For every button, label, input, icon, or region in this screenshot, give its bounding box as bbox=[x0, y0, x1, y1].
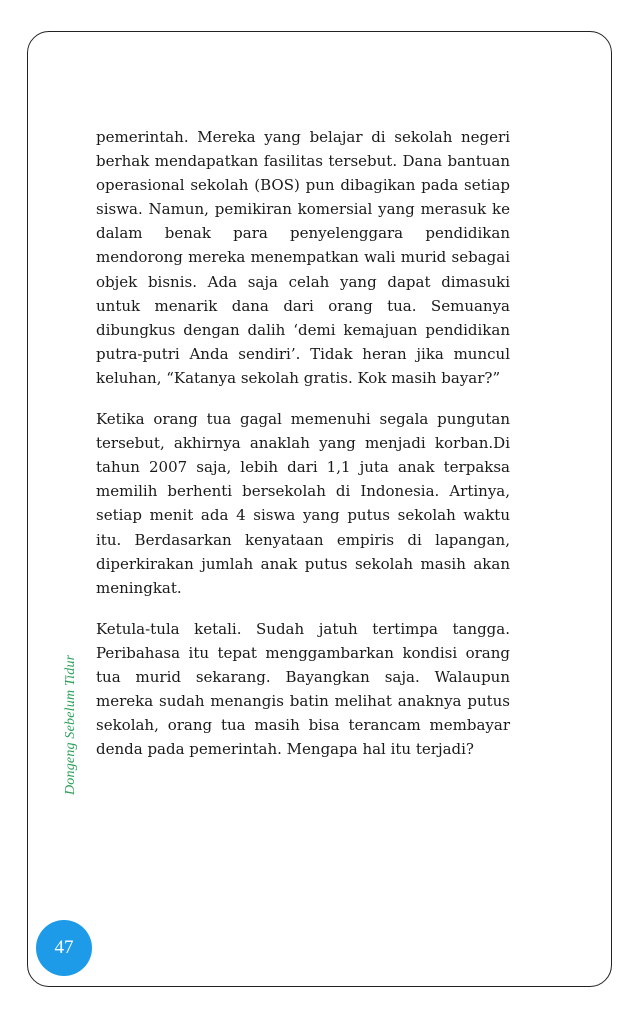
paragraph-3: Ketula-tula ketali. Sudah jatuh tertimpa tangga. Peribahasa itu tepat menggambarkan kondisi orang tua murid sekarang. Bayangkan saja. Walaupun mereka sudah menangis batin melihat anaknya putus sekolah, orang tua masih bisa terancam membayar denda pada pemerintah. Mengapa hal itu terjadi? bbox=[96, 619, 510, 759]
paragraph-1: pemerintah. Mereka yang belajar di sekolah negeri berhak mendapatkan fasilitas tersebut. Dana bantuan operasional sekolah (BOS) pun dibagikan pada setiap siswa. Namun, pemikiran komersial yang merasuk ke dalam benak para penyelenggara pendidikan mendorong mereka menempatkan wali murid sebagai objek bisnis. Ada saja celah yang dapat dimasuki untuk menarik dana dari orang tua. Semuanya dibungkus dengan dalih ‘demi kemajuan pendidikan putra-putri Anda sendiri’. Tidak heran jika muncul keluhan, “Katanya sekolah gratis. Kok masih bayar?” bbox=[96, 128, 510, 387]
page-number: 47 bbox=[54, 937, 74, 958]
running-title: Dongeng Sebelum Tidur bbox=[63, 654, 78, 795]
page-number-badge bbox=[36, 920, 92, 976]
paragraph-2: Ketika orang tua gagal memenuhi segala pungutan tersebut, akhirnya anaklah yang menjadi korban.Di tahun 2007 saja, lebih dari 1,1 juta anak terpaksa memilih berhenti bersekolah di Indonesia. Artinya, setiap menit ada 4 siswa yang putus sekolah waktu itu. Berdasarkan kenyataan empiris di lapangan, diperkirakan jumlah anak putus sekolah masih akan meningkat. bbox=[96, 410, 510, 597]
body-text bbox=[96, 125, 510, 778]
